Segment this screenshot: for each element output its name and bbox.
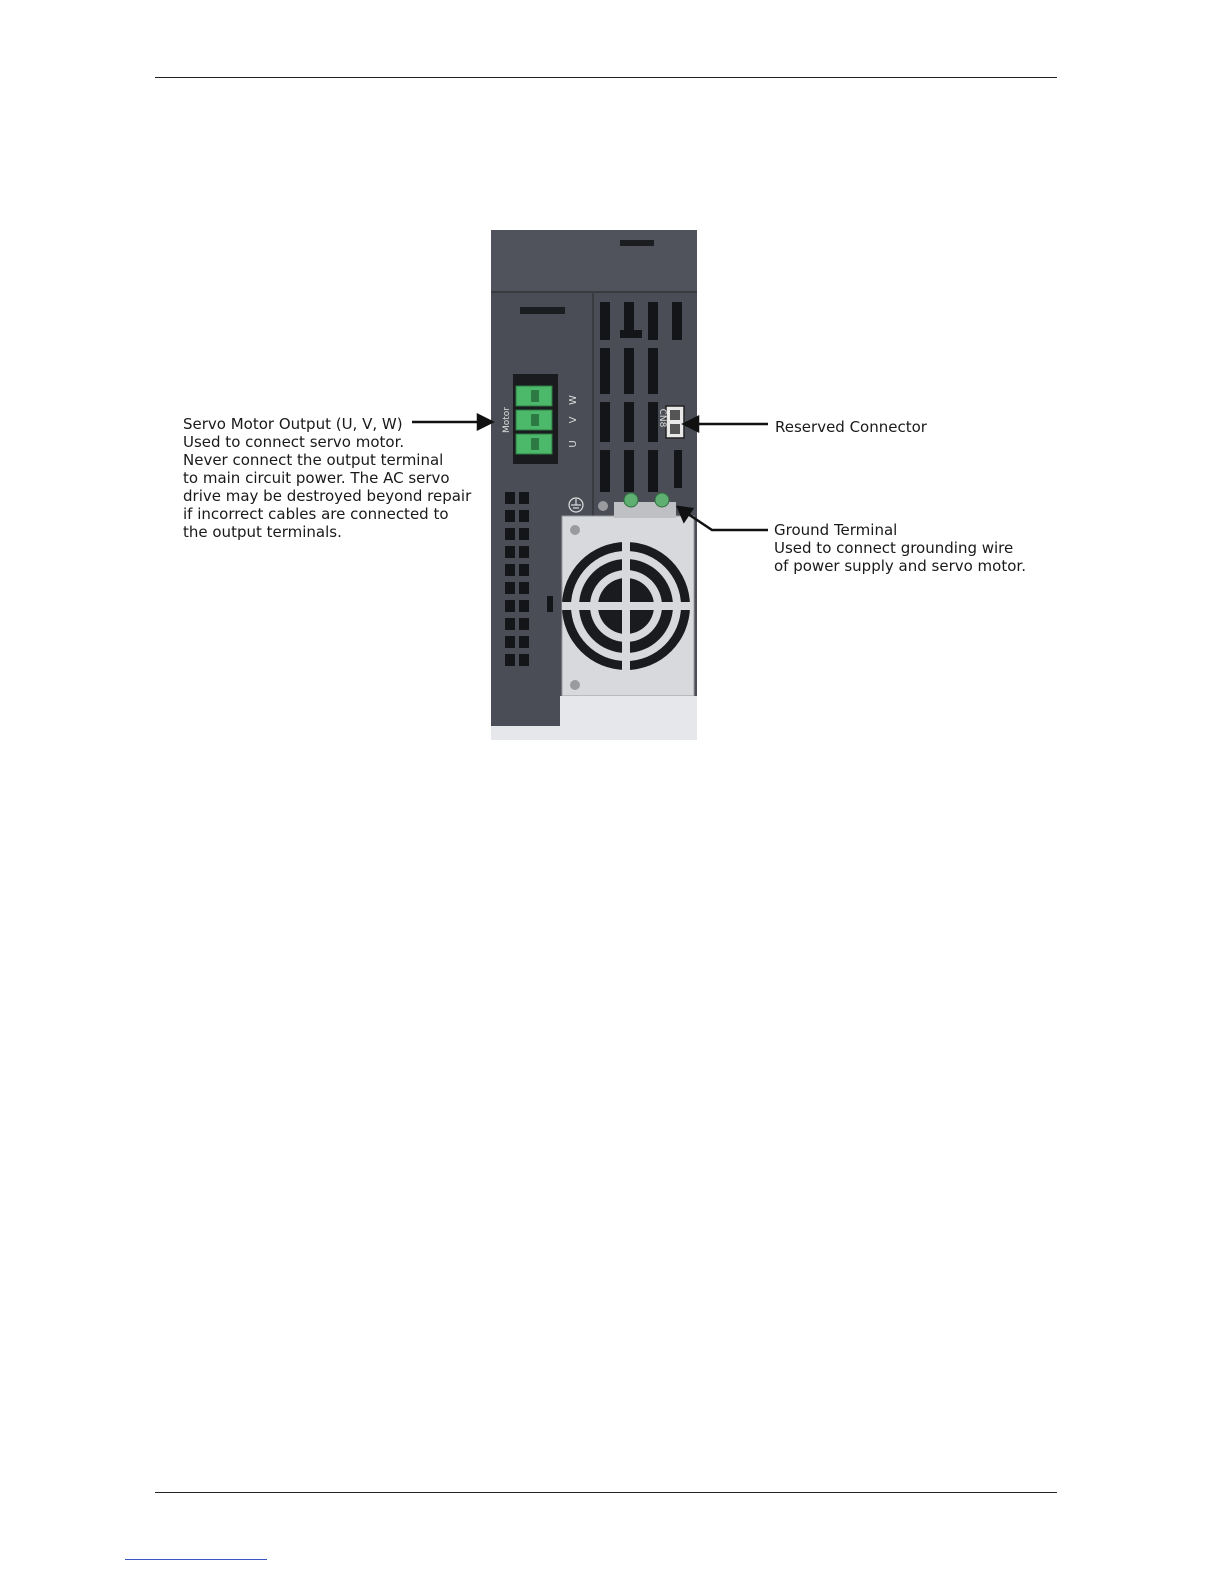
ground-terminal-line: Used to connect grounding wire bbox=[774, 539, 1014, 557]
ground-terminal-callout bbox=[774, 521, 1026, 575]
v-label: V bbox=[568, 416, 579, 424]
servo-output-line: Used to connect servo motor. bbox=[183, 433, 405, 451]
motor-label: Motor bbox=[502, 406, 512, 434]
arrow-reserved-connector bbox=[684, 417, 768, 431]
footer-link-underline[interactable] bbox=[125, 1559, 267, 1560]
servo-output-line: Never connect the output terminal bbox=[183, 451, 444, 469]
ground-terminal-title: Ground Terminal bbox=[774, 521, 898, 539]
u-label: U bbox=[568, 440, 579, 448]
w-label: W bbox=[568, 395, 579, 405]
footer-rule bbox=[155, 1492, 1057, 1493]
cooling-fan-icon bbox=[562, 542, 690, 670]
servo-output-title: Servo Motor Output (U, V, W) bbox=[183, 415, 403, 433]
reserved-connector-callout bbox=[775, 418, 927, 436]
cn8-label: CN8 bbox=[657, 408, 667, 428]
ground-screw-1 bbox=[624, 493, 638, 507]
servo-output-line: the output terminals. bbox=[183, 523, 342, 541]
servo-output-line: if incorrect cables are connected to bbox=[183, 505, 449, 523]
reserved-connector-title: Reserved Connector bbox=[775, 418, 927, 436]
drive-top-cap bbox=[491, 230, 697, 292]
ground-screw-2 bbox=[655, 493, 669, 507]
servo-output-line: to main circuit power. The AC servo bbox=[183, 469, 450, 487]
ground-terminal-line: of power supply and servo motor. bbox=[774, 557, 1026, 575]
servo-output-callout bbox=[183, 415, 471, 541]
servo-output-line: drive may be destroyed beyond repair bbox=[183, 487, 472, 505]
